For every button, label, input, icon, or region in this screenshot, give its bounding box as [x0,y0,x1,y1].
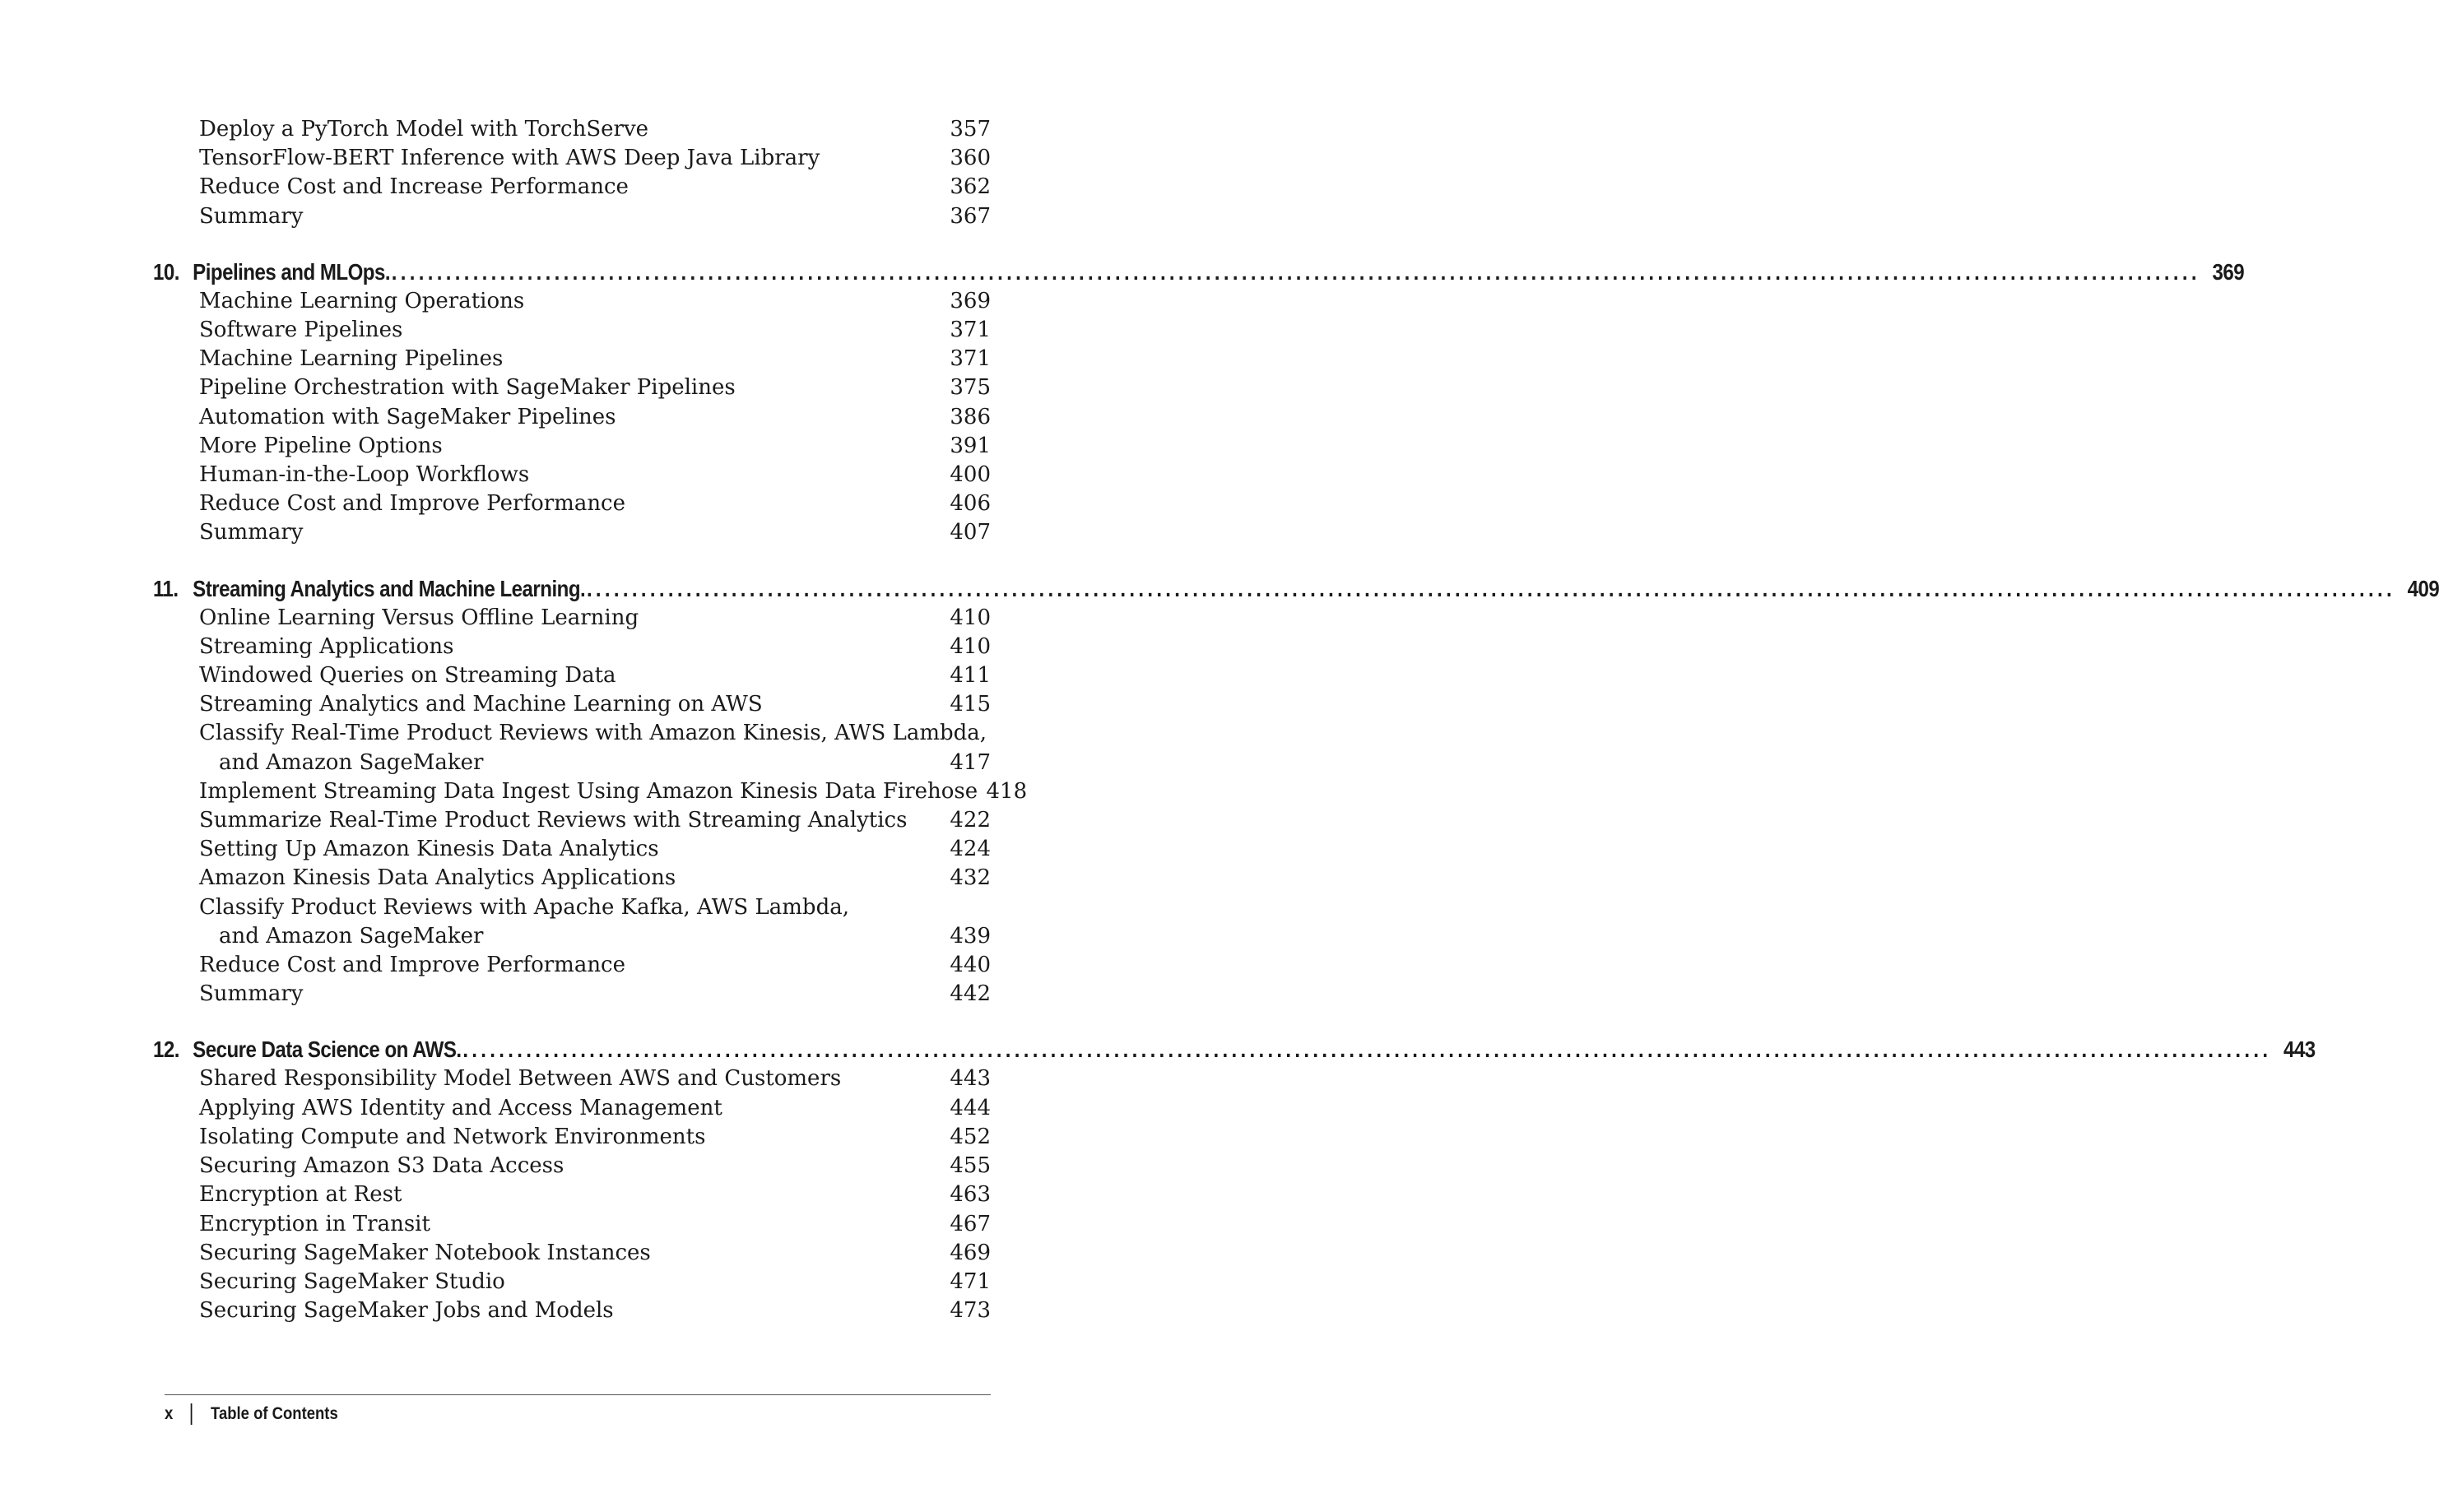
toc-entry[interactable] [153,1152,991,1180]
toc-entry-title: Shared Responsibility Model Between AWS and Customers [199,1066,842,1092]
toc-entry-page: 360 [950,146,991,171]
toc-entry-title: Human-in-the-Loop Workflows [199,462,530,488]
toc-entry-page: 410 [950,605,991,630]
footer-section-title: Table of Contents [211,1404,338,1423]
toc-entry-page: 371 [950,318,991,343]
toc-entry[interactable] [153,403,991,432]
toc-entry-title: Setting Up Amazon Kinesis Data Analytics [199,837,659,862]
toc-entry[interactable] [153,489,991,518]
chapter-number: 11. [153,575,179,601]
toc-entry-title: Isolating Compute and Network Environments [199,1124,706,1149]
toc-entry[interactable] [153,287,991,316]
toc-entry-page: 455 [950,1153,991,1179]
toc-entry-page: 367 [950,203,991,229]
toc-entry-page: 442 [950,981,991,1007]
toc-entry[interactable] [153,144,991,173]
toc-entry-title: Streaming Analytics and Machine Learning on AWS [199,692,763,717]
toc-entry-title: Encryption at Rest [199,1182,402,1208]
toc-entry-continuation [199,749,991,777]
toc-entry[interactable] [153,980,991,1009]
toc-entry-page: 473 [950,1298,991,1324]
toc-entry-title: Securing SageMaker Studio [199,1269,505,1294]
toc-entry-continuation [199,922,991,951]
toc-entry-title: TensorFlow-BERT Inference with AWS Deep Java Library [199,146,820,171]
dot-leader: ........................................................................................................................................................................................................ [391,258,2200,285]
toc-entry-page: 411 [950,663,991,689]
chapter-heading[interactable] [153,1035,2316,1064]
toc-entry[interactable] [153,1064,991,1093]
toc-entry-title: Classify Real-Time Product Reviews with Amazon Kinesis, AWS Lambda, [199,721,987,746]
chapter-number: 12. [153,1037,179,1063]
chapter-list [153,257,2439,1326]
chapter-page: 409 [2407,575,2439,601]
toc-entry-title: Securing SageMaker Notebook Instances [199,1240,651,1265]
toc-entry-page: 452 [950,1124,991,1149]
toc-entry[interactable] [153,1268,991,1296]
toc-entry-title: Reduce Cost and Improve Performance [199,491,626,517]
toc-entry-page: 467 [950,1211,991,1236]
chapter-page: 443 [2283,1037,2316,1063]
toc-entry-page: 418 [986,778,1028,804]
chapter-page: 369 [2212,258,2245,285]
toc-entry-page: 440 [950,953,991,978]
toc-entry[interactable] [153,345,991,373]
toc-entry-page: 444 [950,1095,991,1120]
toc-entry[interactable] [153,1180,991,1209]
toc-entry[interactable] [153,951,991,980]
toc-entry[interactable] [153,518,991,547]
toc-entry-title: Amazon Kinesis Data Analytics Applications [199,865,676,891]
toc-entry-page: 357 [950,117,991,141]
chapter-title: Streaming Analytics and Machine Learning. [193,575,586,601]
toc-entry-title: Summary [199,981,304,1007]
toc-entry[interactable] [153,690,991,719]
toc-entry-title: Software Pipelines [199,318,403,343]
toc-entry[interactable] [153,461,991,489]
toc-entry-page: 406 [950,491,991,517]
toc-entry-title: Machine Learning Pipelines [199,346,504,372]
footer-page-number: x [165,1404,174,1423]
toc-entry-title: Encryption in Transit [199,1211,430,1236]
toc-entry[interactable] [153,806,991,835]
toc-entry[interactable] [153,777,1028,806]
toc-entry-page: 417 [950,749,991,775]
toc-entry-page: 471 [950,1269,991,1294]
toc-entry-title-cont: and Amazon SageMaker [219,749,484,775]
toc-entry[interactable] [153,173,991,202]
toc-entry-page: 391 [950,433,991,458]
toc-entry-title: Summary [199,520,304,545]
footer-rule [165,1394,991,1395]
toc-entry-title: Classify Product Reviews with Apache Kafka, AWS Lambda, [199,894,849,920]
toc-entry-page: 369 [950,288,991,313]
toc-entry-page: 371 [950,346,991,372]
chapter-title: Secure Data Science on AWS. [193,1037,462,1063]
toc-entry-title: Reduce Cost and Improve Performance [199,953,626,978]
toc-entry-page: 424 [950,837,991,862]
toc-entry-page: 375 [950,375,991,401]
toc-entry-title: Implement Streaming Data Ingest Using Amazon Kinesis Data Firehose [199,778,978,804]
toc-entry[interactable] [153,316,991,345]
toc-entry[interactable] [153,604,991,633]
toc-entry-page: 432 [950,865,991,891]
toc-entry[interactable] [153,202,991,231]
toc-entry[interactable] [153,1296,991,1325]
toc-entry[interactable] [153,1210,991,1239]
toc-entry-page: 463 [950,1182,991,1208]
toc-entry-page: 386 [950,404,991,429]
toc-entry-title: Securing Amazon S3 Data Access [199,1153,564,1179]
dot-leader: ........................................................................................................................................................................................................ [462,1037,2272,1063]
toc-entry-title: Summary [199,203,304,229]
toc-entry-page: 362 [950,174,991,200]
toc-entry-title: Streaming Applications [199,633,454,659]
toc-entry-page: 400 [950,462,991,488]
chapter-heading[interactable] [153,257,2245,287]
table-of-contents [153,115,2439,1325]
continued-section-entries [153,115,991,231]
toc-entry-title: Windowed Queries on Streaming Data [199,663,616,689]
dot-leader: ........................................................................................................................................................................................................ [586,575,2395,601]
chapter-heading[interactable] [153,574,2439,604]
toc-entry[interactable] [153,893,991,951]
toc-entry[interactable] [153,1123,991,1152]
toc-entry[interactable] [153,719,991,777]
toc-entry[interactable] [153,864,991,893]
toc-entry-title: Automation with SageMaker Pipelines [199,404,616,429]
toc-entry-page: 443 [950,1066,991,1092]
toc-entry[interactable] [153,1239,991,1268]
toc-entry[interactable] [153,432,991,461]
toc-entry-title: Applying AWS Identity and Access Management [199,1095,722,1120]
toc-entry-page: 422 [950,808,991,833]
toc-entry-title: Securing SageMaker Jobs and Models [199,1298,614,1324]
toc-entry-title: Online Learning Versus Offline Learning [199,605,639,630]
chapter-number: 10. [153,258,179,285]
toc-entry-title-cont: and Amazon SageMaker [219,923,484,948]
toc-entry-page: 410 [950,633,991,659]
toc-entry-title: Reduce Cost and Increase Performance [199,174,629,200]
toc-entry[interactable] [153,835,991,864]
toc-entry[interactable] [153,373,991,402]
toc-entry[interactable] [153,661,991,690]
footer-separator [190,1403,192,1425]
toc-entry-title: Deploy a PyTorch Model with TorchServe [199,117,649,141]
page-footer [165,1403,338,1425]
toc-entry-page: 415 [950,692,991,717]
toc-entry[interactable] [153,115,991,144]
toc-entry-page: 469 [950,1240,991,1265]
toc-entry-title: Pipeline Orchestration with SageMaker Pipelines [199,375,736,401]
toc-entry-title: Summarize Real-Time Product Reviews with Streaming Analytics [199,808,908,833]
chapter-title: Pipelines and MLOps. [193,258,391,285]
toc-entry[interactable] [153,633,991,661]
toc-entry-page: 407 [950,520,991,545]
toc-entry[interactable] [153,1094,991,1123]
toc-entry-title: Machine Learning Operations [199,288,525,313]
toc-entry-title: More Pipeline Options [199,433,443,458]
toc-entry-page: 439 [950,923,991,948]
